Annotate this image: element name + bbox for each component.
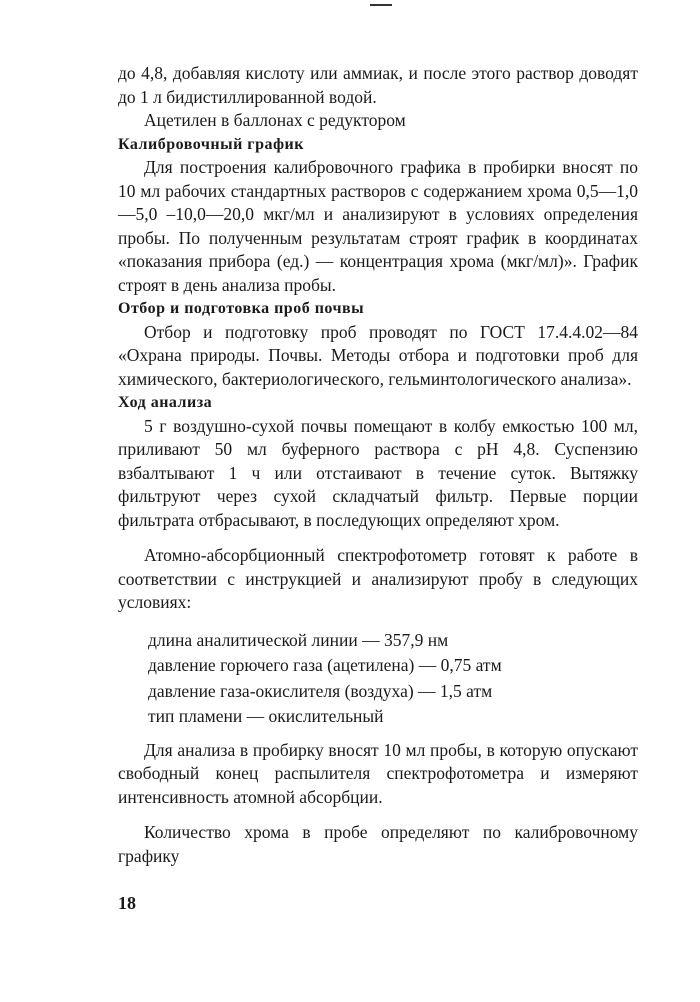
text-column (118, 62, 638, 868)
condition-fuel-gas-pressure: давление горючего газа (ацетилена) — 0,75 атм (148, 655, 502, 675)
analysis-paragraph-4: Количество хрома в пробе определяют по калибровочному графику (118, 822, 638, 866)
analysis-paragraph-3: Для анализа в пробирку вносят 10 мл пробы, в которую опускают свободный конец распылителя спектрофотометра и измеряют интенсивность атомной абсорбции. (118, 739, 638, 807)
page-number: 18 (118, 893, 136, 913)
heading-sampling: Отбор и подготовка проб почвы (118, 300, 365, 317)
calibration-paragraph: Для построения калибровочного графика в пробирки вносят по 10 мл рабочих стандартных растворов с содержанием хрома 0,5—1,0—5,0 –10,0—20,0 мкг/мл и анализируют в условиях определения пробы. По полученным результатам строят график в координатах «показания прибора (ед.) — концентрация хрома (мкг/мл)». График строят в день анализа пробы. (118, 157, 638, 295)
top-mark (370, 4, 392, 6)
analysis-paragraph-2: Атомно-абсорбционный спектрофотометр готовят к работе в соответствии с инструкцией и анализируют пробу в следующих условиях: (118, 545, 638, 612)
heading-calibration: Калибровочный график (118, 135, 304, 153)
intro-acetylene-line: Ацетилен в баллонах с редуктором (144, 110, 406, 130)
intro-paragraph: до 4,8, добавляя кислоту или аммиак, и после этого раствор доводят до 1 л бидистиллированной водой. (118, 63, 638, 107)
conditions-list (118, 629, 638, 729)
condition-oxidant-gas-pressure: давление газа-окислителя (воздуха) — 1,5 атм (148, 680, 493, 701)
condition-flame-type: тип пламени — окислительный (148, 706, 384, 726)
analysis-paragraph-1: 5 г воздушно-сухой почвы помещают в колбу емкостью 100 мл, приливают 50 мл буферного раствора с рН 4,8. Суспензию взбалтывают 1 ч или отстаивают в течение суток. Вытяжку фильтруют через сухой складчатый фильтр. Первые порции фильтрата отбрасывают, в последующих определяют хром. (118, 415, 638, 530)
heading-analysis: Ход анализа (118, 394, 213, 411)
condition-line-wavelength: длина аналитической линии — 357,9 нм (148, 629, 449, 650)
sampling-paragraph: Отбор и подготовку проб проводят по ГОСТ 17.4.4.02—84 «Охрана природы. Почвы. Методы отбора и подготовки проб для химического, бактериологического, гельминтологического анализа». (118, 321, 638, 389)
